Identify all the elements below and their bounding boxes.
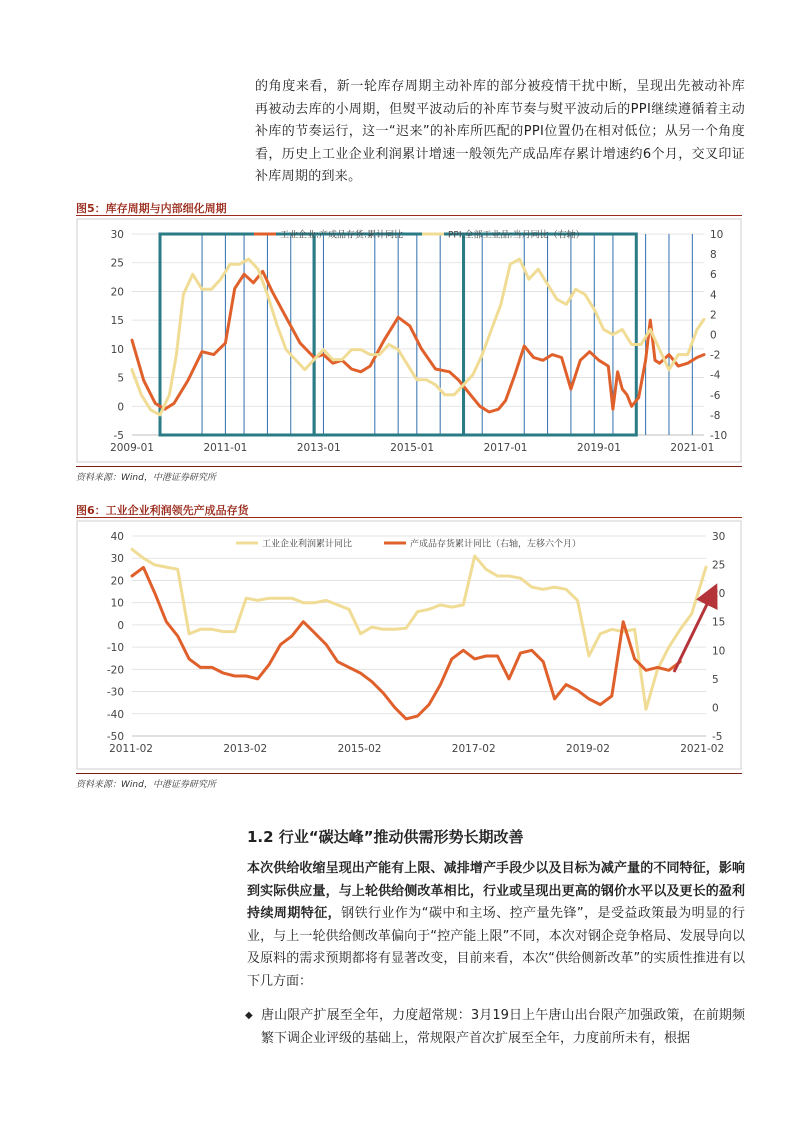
x-tick-label: 2013-02 — [223, 743, 268, 755]
y-left-tick-label: 10 — [110, 597, 124, 610]
x-tick-label: 2019-02 — [566, 743, 610, 755]
y-right-tick-label: -4 — [710, 369, 721, 382]
series-line — [132, 549, 706, 709]
series-line — [132, 567, 680, 719]
y-left-tick-label: 20 — [110, 286, 124, 299]
y-right-tick-label: 6 — [710, 269, 717, 282]
policy-body: 钢铁行业作为“碳中和主场、控产量先锋”，是受益政策最为明显的行业，与上一轮供给侧改革偏向于“控产能上限”不同，本次对钢企竞争格局、发展导向以及原料的需求预期都将有显著改变，目前来看，本次“供给侧新改革”的实质性推进有以下几方面： — [247, 906, 745, 989]
y-left-tick-label: 25 — [110, 257, 124, 270]
y-left-tick-label: -5 — [113, 430, 124, 442]
y-left-tick-label: 0 — [117, 401, 124, 414]
y-left-tick-label: 0 — [117, 619, 124, 632]
bullet-diamond-icon: ◆ — [245, 1010, 253, 1021]
y-left-tick-label: -10 — [106, 642, 124, 655]
y-right-tick-label: 2 — [710, 309, 717, 322]
y-left-tick-label: 30 — [110, 553, 124, 566]
bullet-text: 唐山限产扩展至全年，力度超常规：3月19日上午唐山出台限产加强政策，在前期频繁下调企业评级的基础上，常规限产首次扩展至全年，力度前所未有，根据 — [261, 1008, 745, 1046]
y-right-tick-label: -5 — [712, 731, 723, 743]
x-tick-label: 2011-02 — [109, 743, 153, 755]
y-left-tick-label: -40 — [106, 708, 124, 721]
y-right-tick-label: 25 — [712, 559, 726, 572]
y-right-tick-label: -2 — [710, 349, 721, 362]
bullet-tangshan — [247, 1005, 745, 1050]
x-tick-label: 2019-01 — [577, 442, 621, 454]
legend-label: 工业企业利润累计同比 — [262, 539, 353, 550]
figure6-bottom-rule — [76, 773, 742, 774]
x-tick-label: 2015-01 — [390, 442, 435, 454]
y-left-tick-label: 15 — [110, 315, 124, 328]
intro-paragraph: 的角度来看，新一轮库存周期主动补库的部分被疫情干扰中断，呈现出先被动补库再被动去库的小周期，但熨平波动后的补库节奏与熨平波动后的PPI继续遵循着主动补库的节奏运行，这一“迟来”的补库所匹配的PPI位置仍在相对低位；从另一个角度看，历史上工业企业利润累计增速一般领先产成品库存累计增速约6个月，交叉印证补库周期的到来。 — [255, 79, 745, 184]
y-right-tick-label: 10 — [712, 645, 726, 658]
y-right-tick-label: 4 — [710, 289, 717, 302]
figure6-title: 图6：工业企业利润领先产成品存货 — [76, 504, 249, 517]
x-tick-label: 2013-01 — [296, 442, 341, 454]
x-tick-label: 2017-01 — [483, 442, 528, 454]
figure6-chart — [76, 520, 742, 770]
figure6-top-rule — [76, 517, 742, 518]
x-tick-label: 2021-02 — [680, 743, 725, 755]
y-left-tick-label: 40 — [110, 531, 124, 543]
y-right-tick-label: 15 — [712, 616, 726, 629]
y-left-tick-label: -50 — [106, 731, 124, 743]
y-right-tick-label: 0 — [710, 329, 717, 342]
figure5-bottom-rule — [76, 466, 742, 467]
x-tick-label: 2015-02 — [337, 743, 382, 755]
y-right-tick-label: -8 — [710, 409, 721, 422]
legend-label: 产成品存货累计同比（右轴，左移六个月） — [410, 539, 582, 550]
y-right-tick-label: 10 — [710, 229, 724, 241]
y-right-tick-label: 30 — [712, 531, 726, 543]
y-left-tick-label: 20 — [110, 575, 124, 588]
y-left-tick-label: -30 — [106, 686, 124, 699]
y-left-tick-label: 30 — [110, 229, 124, 241]
x-tick-label: 2009-01 — [110, 442, 154, 454]
figure5-title: 图5：库存周期与内部细化周期 — [76, 202, 227, 215]
y-right-tick-label: -10 — [710, 430, 728, 442]
figure6-source: 资料来源：Wind，中港证券研究所 — [76, 780, 216, 790]
y-right-tick-label: 5 — [712, 673, 719, 686]
series-line — [132, 271, 704, 412]
legend-label: 工业企业:产成品存货:累计同比 — [280, 230, 404, 241]
y-right-tick-label: 0 — [712, 702, 719, 715]
figure5-top-rule — [76, 215, 742, 216]
section-heading: 1.2 行业“碳达峰”推动供需形势长期改善 — [247, 828, 524, 846]
x-tick-label: 2017-02 — [451, 743, 496, 755]
y-left-tick-label: -20 — [106, 664, 124, 677]
x-tick-label: 2011-01 — [203, 442, 248, 454]
x-tick-label: 2021-01 — [670, 442, 715, 454]
y-left-tick-label: 5 — [117, 372, 124, 385]
policy-lead: 本次供给收缩呈现出产能有上限、减排增产手段少以及目标为减产量的不同特征，影响到实际供应量，与上轮供给侧改革相比，行业或呈现出更高的钢价水平以及更长的盈利持续周期特征， — [247, 861, 745, 921]
policy-paragraph — [247, 858, 745, 993]
y-left-tick-label: 10 — [110, 343, 124, 356]
series-line — [132, 259, 704, 415]
legend-label: PPI:全部工业品:当月同比（右轴） — [448, 230, 585, 241]
y-right-tick-label: 20 — [712, 588, 726, 601]
figure5-chart — [76, 218, 742, 463]
y-right-tick-label: 8 — [710, 249, 717, 262]
y-right-tick-label: -6 — [710, 389, 721, 402]
figure5-source: 资料来源：Wind，中港证券研究所 — [76, 473, 216, 483]
